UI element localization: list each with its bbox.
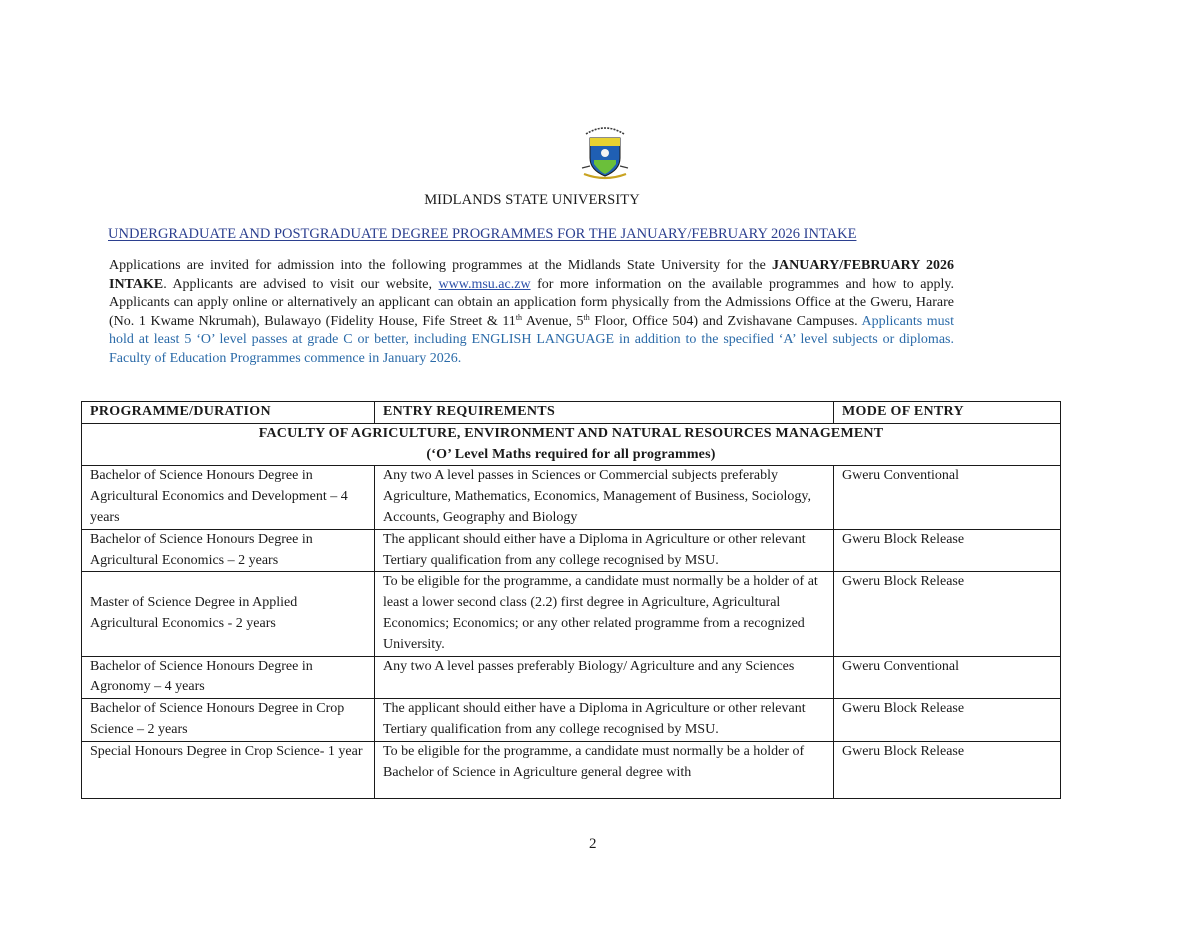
header-requirements: ENTRY REQUIREMENTS xyxy=(375,402,834,424)
programme-cell: Master of Science Degree in Applied Agricultural Economics - 2 years xyxy=(82,572,375,656)
intro-text-4: Avenue, 5 xyxy=(522,313,584,329)
intro-text-1: Applications are invited for admission into the following programmes at the Midlands State University for the xyxy=(109,258,773,273)
superscript-th-2: th xyxy=(583,312,590,322)
programme-cell: Bachelor of Science Honours Degree in Agricultural Economics – 2 years xyxy=(82,529,375,572)
mode-cell: Gweru Conventional xyxy=(834,466,1061,529)
header-programme: PROGRAMME/DURATION xyxy=(82,402,375,424)
table-row xyxy=(82,699,1061,742)
programme-cell: Bachelor of Science Honours Degree in Agricultural Economics and Development – 4 years xyxy=(82,466,375,529)
table-row xyxy=(82,529,1061,572)
requirements-cell: Any two A level passes in Sciences or Commercial subjects preferably Agriculture, Mathematics, Economics, Management of Business, Sociology, Accounts, Geography and Biology xyxy=(375,466,834,529)
table-row xyxy=(82,466,1061,529)
university-crest-logo xyxy=(580,124,630,180)
programme-cell: Bachelor of Science Honours Degree in Crop Science – 2 years xyxy=(82,699,375,742)
table-row xyxy=(82,572,1061,656)
mode-cell: Gweru Conventional xyxy=(834,656,1061,699)
faculty-heading xyxy=(82,423,1061,466)
requirements-cell: Any two A level passes preferably Biology/ Agriculture and any Sciences xyxy=(375,656,834,699)
university-name: MIDLANDS STATE UNIVERSITY xyxy=(424,192,640,208)
mode-cell: Gweru Block Release xyxy=(834,572,1061,656)
table-row xyxy=(82,741,1061,798)
header-mode: MODE OF ENTRY xyxy=(834,402,1061,424)
programmes-table xyxy=(81,401,1061,799)
intro-intake-bold: JANUARY/FEBRUARY 2026 INTAKE xyxy=(109,258,955,292)
requirements-cell: To be eligible for the programme, a candidate must normally be a holder of Bachelor of Science in Agriculture general degree with xyxy=(375,741,834,798)
programme-cell: Special Honours Degree in Crop Science- 1 year xyxy=(82,741,375,798)
mode-cell: Gweru Block Release xyxy=(834,529,1061,572)
page-number: 2 xyxy=(589,836,597,852)
requirements-cell: The applicant should either have a Diploma in Agriculture or other relevant Tertiary qualification from any college recognised by MSU. xyxy=(375,529,834,572)
mode-cell: Gweru Block Release xyxy=(834,699,1061,742)
intro-text-2: . Applicants are advised to visit our website, xyxy=(163,276,439,292)
table-header-row xyxy=(82,402,1061,424)
intro-text-3: for more information on the available programmes and how to apply. Applicants can apply online or alternatively an applicant can obtain an application form physically from the Admissions Office at the Gweru, Harare (No. 1 Kwame Nkrumah), Bulawayo (Fidelity House, Fife Street & 11 xyxy=(109,276,954,329)
website-link[interactable]: www.msu.ac.zw xyxy=(438,276,531,292)
intake-title: UNDERGRADUATE AND POSTGRADUATE DEGREE PROGRAMMES FOR THE JANUARY/FEBRUARY 2026 INTAKE xyxy=(108,226,857,242)
mode-cell: Gweru Block Release xyxy=(834,741,1061,798)
faculty-name: FACULTY OF AGRICULTURE, ENVIRONMENT AND NATURAL RESOURCES MANAGEMENT xyxy=(258,425,884,441)
table-row xyxy=(82,656,1061,699)
faculty-note: (‘O’ Level Maths required for all programmes) xyxy=(426,446,716,462)
requirements-cell: The applicant should either have a Diploma in Agriculture or other relevant Tertiary qualification from any college recognised by MSU. xyxy=(375,699,834,742)
intro-paragraph xyxy=(109,257,954,369)
faculty-row xyxy=(82,423,1061,466)
superscript-th-1: th xyxy=(515,312,523,322)
requirements-cell: To be eligible for the programme, a candidate must normally be a holder of at least a lower second class (2.2) first degree in Agriculture, Agricultural Economics; Economics; or any other related programme from a recognized University. xyxy=(375,572,834,656)
intro-text-5: Floor, Office 504) and Zvishavane Campuses. xyxy=(589,313,862,329)
requirement-note: Applicants must hold at least 5 ‘O’ level passes at grade C or better, including ENGLISH LANGUAGE in addition to the specified ‘A’ level subjects or diplomas. Faculty of Education Programmes commence in January 2026. xyxy=(109,313,954,366)
programme-cell: Bachelor of Science Honours Degree in Agronomy – 4 years xyxy=(82,656,375,699)
